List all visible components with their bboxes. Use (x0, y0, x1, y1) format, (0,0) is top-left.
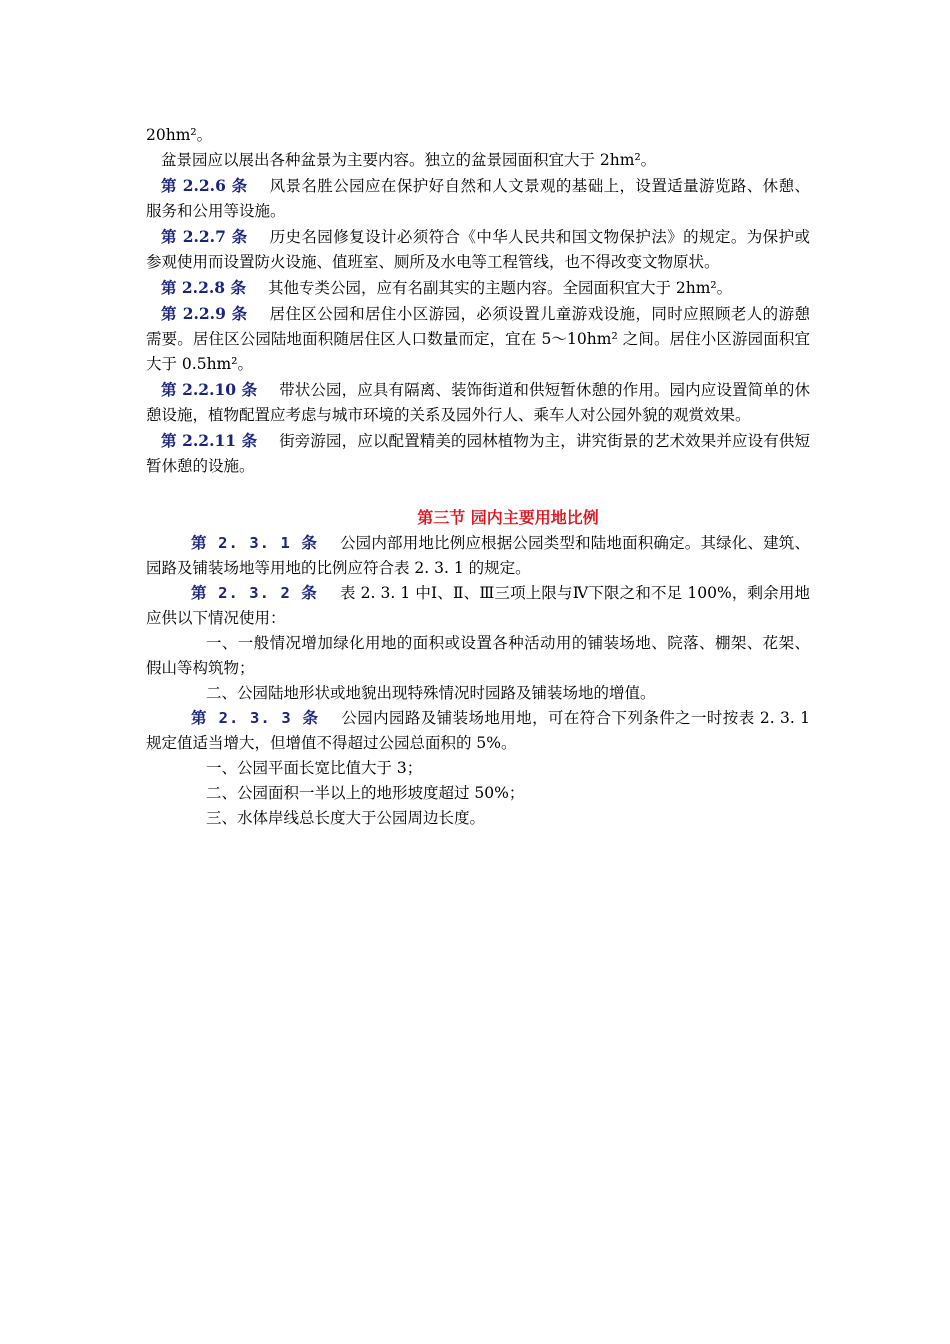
article-text: 风景名胜公园应在保护好自然和人文景观的基础上，设置适量游览路、休憩、服务和公用等设施。 (146, 177, 810, 220)
article-label: 第 2. 3. 3 条 (191, 709, 320, 727)
article-text: 表 2. 3. 1 中Ⅰ、Ⅱ、Ⅲ三项上限与Ⅳ下限之和不足 100%，剩余用地应供以下情况使用： (146, 584, 810, 627)
list-item: 一、公园平面长宽比值大于 3； (206, 759, 423, 777)
article-2-3-2 (146, 581, 810, 631)
list-item: 二、公园面积一半以上的地形坡度超过 50%； (206, 784, 525, 802)
paragraph-bonsai-garden: 盆景园应以展出各种盆景为主要内容。独立的盆景园面积宜大于 2hm²。 (161, 151, 657, 169)
article-text: 居住区公园和居住小区游园，必须设置儿童游戏设施，同时应照顾老人的游憩需要。居住区公园陆地面积随居住区人口数量而定，宜在 5～10hm² 之间。居住小区游园面积宜大于 0.5hm²。 (146, 305, 810, 373)
article-2-2-11 (146, 428, 810, 479)
section-title: 第三节 园内主要用地比例 (417, 508, 599, 527)
list-item: 二、公园陆地形状或地貌出现特殊情况时园路及铺装场地的增值。 (206, 684, 656, 702)
list-item: 一、一般情况增加绿化用地的面积或设置各种活动用的铺装场地、院落、棚架、花架、假山等构筑物； (146, 634, 810, 677)
list-item: 三、水体岸线总长度大于公园周边长度。 (206, 809, 486, 827)
article-text: 带状公园，应具有隔离、装饰街道和供短暂休憩的作用。园内应设置简单的休憩设施，植物配置应考虑与城市环境的关系及园外行人、乘车人对公园外貌的观赏效果。 (146, 381, 810, 424)
article-label: 第 2.2.11 条 (161, 431, 258, 450)
article-text: 公园内园路及铺装场地用地，可在符合下列条件之一时按表 2. 3. 1 规定值适当增大，但增值不得超过公园总面积的 5%。 (146, 709, 810, 752)
paragraph-continuation: 20hm²。 (146, 126, 213, 144)
article-2-2-8 (146, 275, 810, 301)
article-2-3-3 (146, 706, 810, 756)
article-2-2-10 (146, 377, 810, 428)
article-text: 历史名园修复设计必须符合《中华人民共和国文物保护法》的规定。为保护或参观使用而设置防火设施、值班室、厕所及水电等工程管线，也不得改变文物原状。 (146, 228, 810, 271)
article-text: 街旁游园，应以配置精美的园林植物为主，讲究街景的艺术效果并应设有供短暂休憩的设施。 (146, 432, 810, 475)
article-2-2-9 (146, 301, 810, 377)
article-label: 第 2.2.8 条 (161, 278, 246, 297)
article-label: 第 2.2.6 条 (161, 176, 248, 195)
article-label: 第 2.2.7 条 (161, 227, 248, 246)
article-2-2-7 (146, 224, 810, 275)
document-page (146, 123, 810, 831)
article-2-2-6 (146, 173, 810, 224)
article-label: 第 2. 3. 2 条 (191, 584, 318, 602)
article-text: 其他专类公园，应有名副其实的主题内容。全园面积宜大于 2hm²。 (267, 279, 733, 297)
article-label: 第 2. 3. 1 条 (191, 534, 319, 552)
article-2-3-1 (146, 531, 810, 581)
article-label: 第 2.2.9 条 (161, 304, 248, 323)
article-label: 第 2.2.10 条 (161, 380, 258, 399)
article-text: 公园内部用地比例应根据公园类型和陆地面积确定。其绿化、建筑、园路及铺装场地等用地的比例应符合表 2. 3. 1 的规定。 (146, 534, 810, 577)
